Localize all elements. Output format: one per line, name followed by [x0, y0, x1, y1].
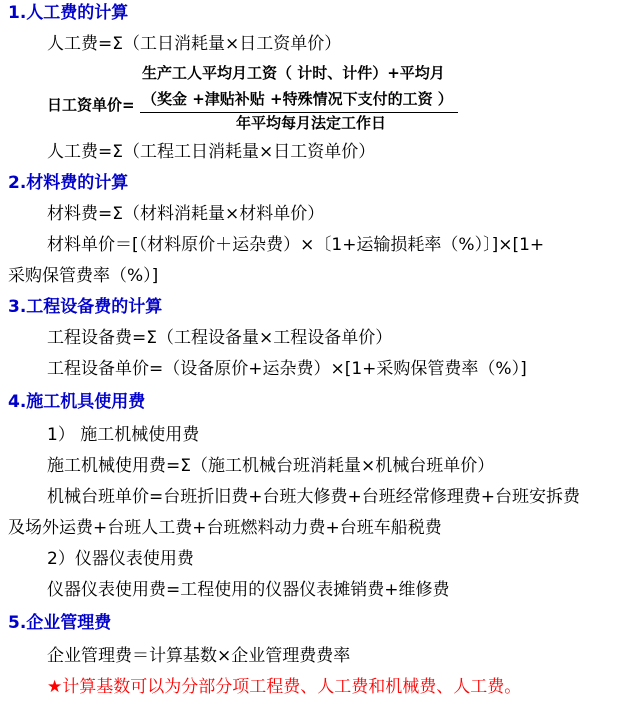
calculation-base-note: ★计算基数可以为分部分项工程费、人工费和机械费、人工费。 [47, 677, 522, 697]
section-heading-material: 2.材料费的计算 [8, 173, 129, 193]
machinery-item-1: 1） 施工机械使用费 [47, 425, 200, 445]
equipment-cost-formula: 工程设备费=Σ（工程设备量×工程设备单价） [47, 328, 393, 348]
fraction-numerator-line1: 生产工人平均月工资（ 计时、计件）+平均月 [142, 64, 445, 82]
fraction-label: 日工资单价= [47, 96, 135, 114]
material-unit-price-formula: 材料单价＝[（材料原价＋运杂费）×〔1+运输损耗率（%）〕]×[1+ [47, 235, 545, 255]
section-heading-machinery: 4.施工机具使用费 [8, 392, 146, 412]
machinery-cost-formula: 施工机械使用费=Σ（施工机械台班消耗量×机械台班单价） [47, 456, 495, 476]
management-cost-formula: 企业管理费＝计算基数×企业管理费费率 [47, 646, 351, 666]
section-heading-management: 5.企业管理费 [8, 613, 112, 633]
labor-cost-formula-2: 人工费=Σ（工程工日消耗量×日工资单价） [47, 142, 376, 162]
equipment-unit-price-formula: 工程设备单价=（设备原价+运杂费）×[1+采购保管费率（%）] [47, 359, 527, 379]
labor-cost-formula: 人工费=Σ（工日消耗量×日工资单价） [47, 34, 342, 54]
material-unit-price-formula-cont: 采购保管费率（%）] [8, 266, 159, 286]
section-heading-equipment: 3.工程设备费的计算 [8, 297, 163, 317]
machine-shift-price-formula: 机械台班单价=台班折旧费+台班大修费+台班经常修理费+台班安拆费 [47, 487, 580, 507]
fraction-numerator-line2: （奖金 +津贴补贴 +特殊情况下支付的工资 ） [142, 90, 453, 108]
machinery-item-2: 2）仪器仪表使用费 [47, 549, 194, 569]
fraction-denominator: 年平均每月法定工作日 [236, 114, 387, 132]
material-cost-formula: 材料费=Σ（材料消耗量×材料单价） [47, 204, 325, 224]
machine-shift-price-formula-cont: 及场外运费+台班人工费+台班燃料动力费+台班车船税费 [8, 518, 442, 538]
section-heading-labor: 1.人工费的计算 [8, 3, 129, 23]
instrument-cost-formula: 仪器仪表使用费=工程使用的仪器仪表摊销费+维修费 [47, 580, 450, 600]
